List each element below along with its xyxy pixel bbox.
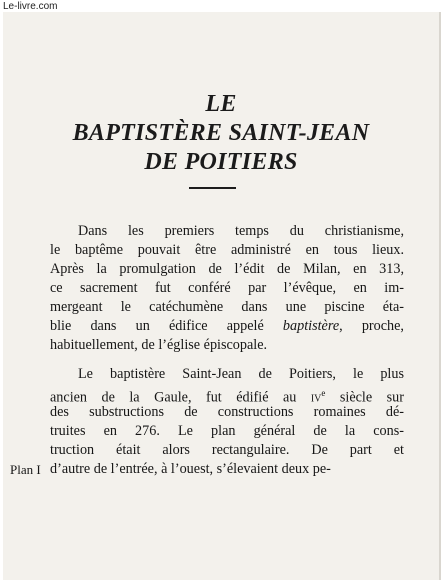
book-page	[3, 12, 441, 580]
text-before-italic: blie dans un édifice appelé	[50, 318, 283, 334]
century-numeral: iv	[310, 389, 322, 406]
paragraph-1-line: ce sacrement fut conféré par l’évêque, en im-	[50, 280, 404, 296]
paragraph-2-line: Le baptistère Saint-Jean de Poitiers, le plus	[78, 366, 404, 382]
text-after-century: siècle sur	[325, 389, 404, 406]
margin-note: Plan I	[10, 462, 41, 477]
paragraph-1-line: Après la promulgation de l’édit de Milan, en 313,	[50, 261, 404, 277]
paragraph-2-line: truites en 276. Le plan général de la cons-	[50, 423, 404, 439]
text-before-century: ancien de la Gaule, fut édifié au	[50, 389, 311, 406]
title-divider	[189, 187, 236, 189]
paragraph-1-line-with-italic	[50, 317, 404, 336]
paragraph-1-line: mergeant le catéchumène dans une piscine éta-	[50, 299, 404, 315]
paragraph-2-line: truction était alors rectangulaire. De part et	[50, 442, 404, 458]
title-line-3: DE POITIERS	[144, 149, 298, 175]
italic-term: baptistère	[282, 318, 340, 334]
title-line-2: BAPTISTÈRE SAINT-JEAN	[72, 120, 370, 146]
paragraph-1-line: habituellement, de l’église épiscopale.	[50, 337, 268, 353]
title-line-1: LE	[205, 91, 237, 117]
paragraph-2-line: des substructions de constructions romaines dé-	[50, 404, 404, 420]
paragraph-2-line: d’autre de l’entrée, à l’ouest, s’élevaient deux pe-	[50, 461, 331, 477]
text-after-italic: , proche,	[339, 318, 404, 334]
watermark: Le-livre.com	[3, 1, 58, 12]
century-suffix: e	[321, 388, 326, 398]
paragraph-1-line: le baptême pouvait être administré en tous lieux.	[50, 242, 404, 258]
paragraph-1-line: Dans les premiers temps du christianisme,	[78, 223, 404, 239]
